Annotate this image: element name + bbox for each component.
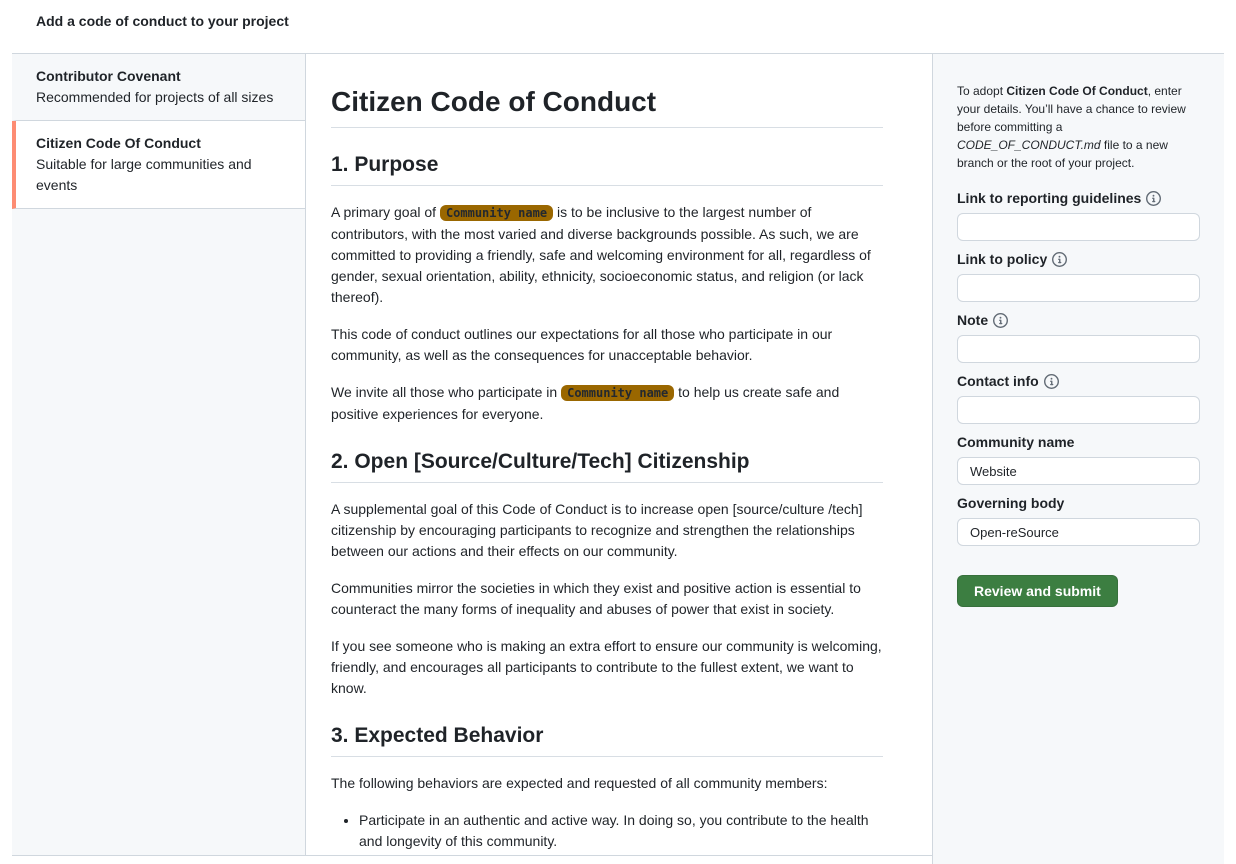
preview-pane[interactable] — [306, 54, 932, 856]
coc-option-description: Suitable for large communities and events — [36, 156, 252, 193]
text-segment: A primary goal of — [331, 204, 440, 220]
field-label-text: Governing body — [957, 495, 1065, 511]
text-segment: file to a new branch or the root of your project. — [957, 138, 1168, 170]
field-label-community-name — [957, 433, 1200, 451]
field-label-text: Community name — [957, 434, 1075, 450]
document-paragraph — [331, 324, 883, 366]
document-paragraph — [331, 636, 883, 699]
text-segment: Communities mirror the societies in which they exist and positive action is essential to counteract the many forms of inequality and abuses of power that exist in society. — [331, 580, 861, 617]
content-layout — [12, 53, 1224, 864]
coc-option-citizen-code-of-conduct[interactable] — [12, 121, 305, 209]
info-icon[interactable] — [993, 313, 1008, 328]
page-header — [0, 0, 1236, 53]
info-icon[interactable] — [1052, 252, 1067, 267]
coc-option-title: Contributor Covenant — [36, 68, 181, 84]
field-contact-info — [957, 372, 1200, 424]
coc-option-contributor-covenant[interactable] — [12, 54, 305, 121]
text-segment: is to be inclusive to the largest number of contributors, with the most varied and diverse backgrounds possible. As such, we are committed to providing a friendly, safe and welcoming environment for all, regardless of gender, sexual orientation, ability, ethnicity, socioeconomic status, and religion (or lack thereof). — [331, 204, 871, 305]
intro-bold-text: Citizen Code Of Conduct — [1006, 84, 1148, 98]
community-name-token: Community name — [561, 385, 674, 401]
governing-body-input[interactable] — [957, 518, 1200, 546]
reporting-guidelines-input[interactable] — [957, 213, 1200, 241]
policy-input[interactable] — [957, 274, 1200, 302]
page-title: Add a code of conduct to your project — [36, 13, 289, 29]
info-icon[interactable] — [1146, 191, 1161, 206]
field-label-contact-info — [957, 372, 1200, 390]
document-paragraph — [331, 499, 883, 562]
coc-option-title: Citizen Code Of Conduct — [36, 135, 201, 151]
note-input[interactable] — [957, 335, 1200, 363]
field-label-text: Note — [957, 312, 989, 328]
text-segment: Participate in an authentic and active way. In doing so, you contribute to the health and longevity of this community. — [359, 812, 869, 849]
document-title: Citizen Code of Conduct — [331, 84, 883, 128]
intro-filename-text: CODE_OF_CONDUCT.md — [957, 138, 1101, 152]
adopt-form — [957, 189, 1200, 546]
field-note — [957, 311, 1200, 363]
field-policy — [957, 250, 1200, 302]
field-community-name — [957, 433, 1200, 485]
community-name-token: Community name — [440, 205, 553, 221]
document-paragraph — [331, 382, 883, 425]
section-heading: 2. Open [Source/Culture/Tech] Citizenship — [331, 449, 883, 483]
field-reporting-guidelines — [957, 189, 1200, 241]
text-segment: A supplemental goal of this Code of Conduct is to increase open [source/culture /tech] citizenship by encouraging participants to recognize and strengthen the relationships between our actions and their effects on our community. — [331, 501, 863, 559]
field-label-text: Contact info — [957, 373, 1039, 389]
text-segment: If you see someone who is making an extra effort to ensure our community is welcoming, friendly, and encourages all participants to contribute to the fullest extent, we want to know. — [331, 638, 882, 696]
document-list — [331, 810, 883, 852]
community-name-input[interactable] — [957, 457, 1200, 485]
section-heading: 3. Expected Behavior — [331, 723, 883, 757]
document-paragraph — [331, 578, 883, 620]
text-segment: The following behaviors are expected and requested of all community members: — [331, 775, 828, 791]
section-heading: 1. Purpose — [331, 152, 883, 186]
text-segment: To adopt — [957, 84, 1007, 98]
review-and-submit-button[interactable]: Review and submit — [957, 575, 1118, 607]
text-segment: , enter your details. You’ll have a chance to review before committing a — [957, 84, 1186, 134]
field-governing-body — [957, 494, 1200, 546]
info-icon[interactable] — [1044, 374, 1059, 389]
adopt-intro — [957, 82, 1200, 172]
coc-option-list — [12, 54, 306, 856]
document-paragraph — [331, 202, 883, 308]
coc-option-description: Recommended for projects of all sizes — [36, 89, 274, 105]
field-label-policy — [957, 250, 1200, 268]
field-label-text: Link to policy — [957, 251, 1048, 267]
list-item — [359, 810, 883, 852]
contact-info-input[interactable] — [957, 396, 1200, 424]
field-label-text: Link to reporting guidelines — [957, 190, 1142, 206]
document-body — [331, 152, 883, 852]
field-label-reporting-guidelines — [957, 189, 1200, 207]
field-label-note — [957, 311, 1200, 329]
field-label-governing-body — [957, 494, 1200, 512]
adopt-sidebar — [932, 54, 1224, 864]
document-paragraph — [331, 773, 883, 794]
text-segment: This code of conduct outlines our expectations for all those who participate in our community, as well as the consequences for unacceptable behavior. — [331, 326, 833, 363]
text-segment: to help us create safe and positive experiences for everyone. — [331, 384, 840, 422]
text-segment: We invite all those who participate in — [331, 384, 562, 400]
